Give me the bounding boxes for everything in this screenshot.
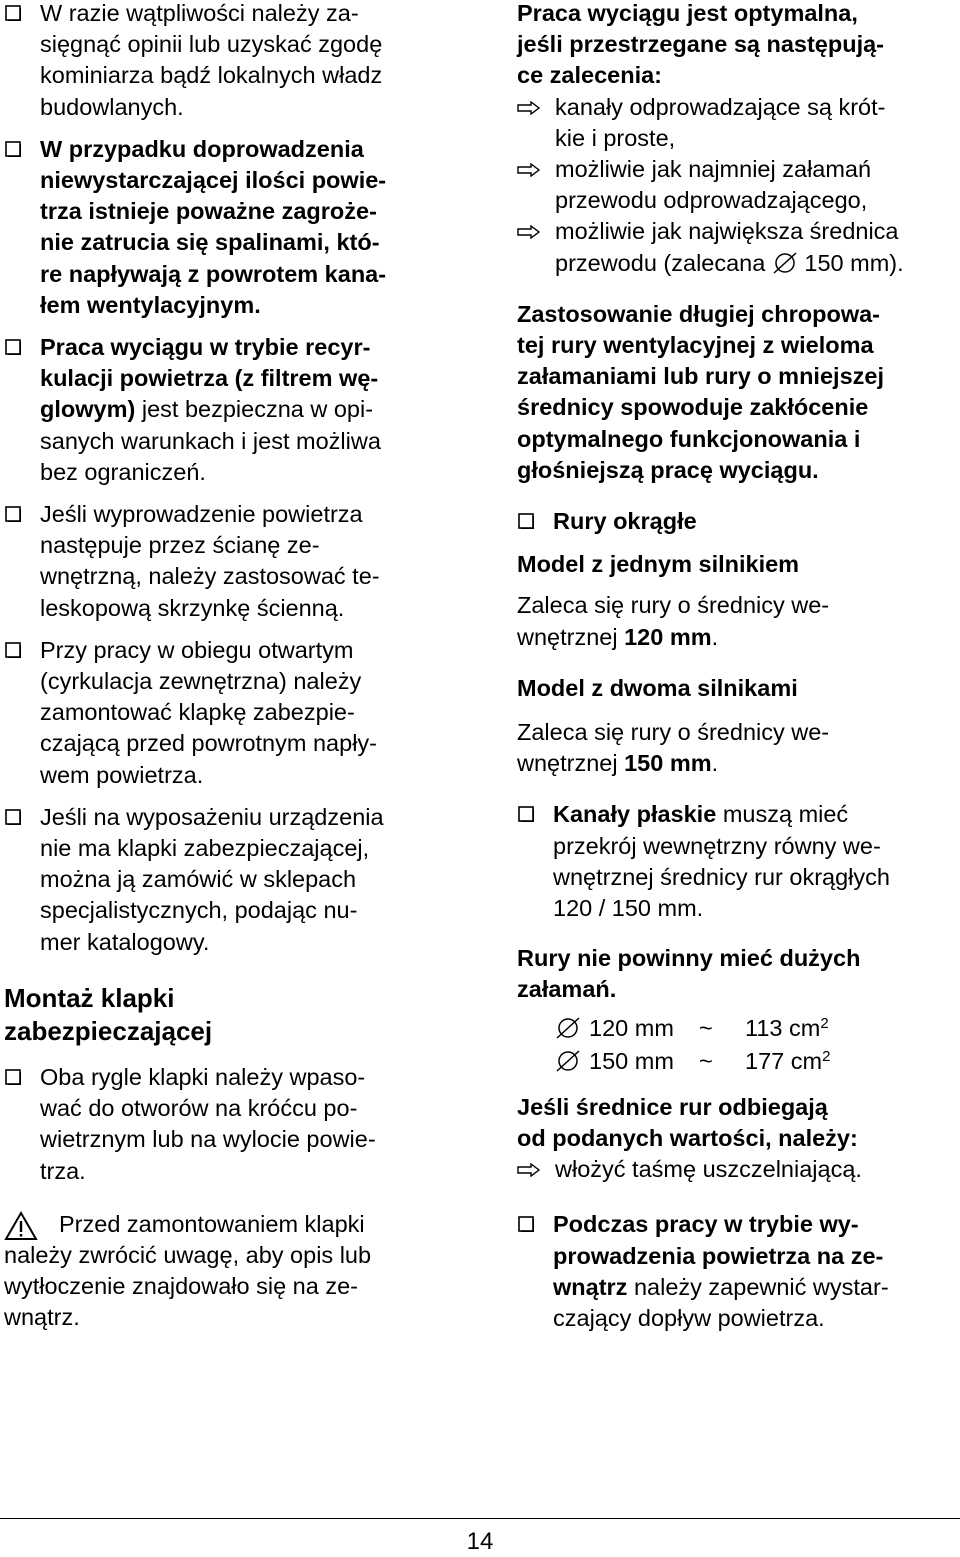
diameter-area-table	[517, 1012, 957, 1078]
diameter-icon	[772, 252, 798, 274]
list-item	[517, 1209, 957, 1334]
table-row	[517, 1045, 957, 1078]
list-item	[4, 1062, 442, 1187]
diff-note: Jeśli średnice rur odbiegają od podanych wartości, należy:	[517, 1093, 858, 1151]
left-column	[4, 0, 442, 1334]
footer-divider	[0, 1518, 960, 1519]
warning-text: Przed zamontowaniem klapki należy zwrócić uwagę, aby opis lub wytłoczenie znajdowało się na ze- wnątrz.	[4, 1210, 372, 1331]
approx-sign: ~	[699, 1014, 713, 1041]
checkbox-bullet-icon	[5, 5, 21, 21]
hollow-arrow-icon	[517, 101, 541, 115]
arrow-list-item	[517, 1154, 957, 1185]
section-heading: Montaż klapki zabezpieczającej	[4, 982, 213, 1046]
area-value: 177 $cm^2$	[745, 1047, 831, 1074]
arrow-list-text: włożyć taśmę uszczelniającą.	[555, 1156, 862, 1183]
checkbox-bullet-icon	[5, 506, 21, 522]
intro-text: Praca wyciągu jest optymalna, jeśli przestrzegane są następują- ce zalecenia:	[517, 0, 885, 89]
hollow-arrow-icon	[517, 1163, 541, 1177]
list-item	[517, 799, 957, 924]
diameter-icon	[555, 1017, 581, 1039]
list-item	[517, 506, 957, 537]
diameter-value: 150 mm	[589, 1047, 674, 1074]
warning-paragraph: Zastosowanie długiej chropowa- tej rury wentylacyjnej z wieloma załamaniami lub rury o mniejszej średnicy spowoduje zakłócenie optymalnego funkcjonowania i głośniejszą pracę wyciągu.	[517, 300, 884, 483]
warning-note	[4, 1209, 442, 1334]
list-item	[4, 332, 442, 488]
hollow-arrow-icon	[517, 225, 541, 239]
checkbox-bullet-icon	[5, 1069, 21, 1085]
list-item	[4, 134, 442, 321]
page-number: 14	[466, 1528, 494, 1555]
bends-note: Rury nie powinny mieć dużych załamań.	[517, 945, 861, 1003]
list-item-text: Przy pracy w obiegu otwartym (cyrkulacja zewnętrzna) należy zamontować klapkę zabezpie- czającą przed powrotnym napły- wem powietrza.	[40, 636, 377, 788]
arrow-list-item	[517, 92, 957, 154]
arrow-list-item	[517, 216, 957, 278]
model1-heading: Model z jednym silnikiem	[517, 551, 800, 578]
checkbox-bullet-icon	[518, 513, 534, 529]
warning-triangle-icon	[4, 1211, 38, 1241]
arrow-list-text: kanały odprowadzające są krót- kie i proste,	[555, 93, 886, 151]
checkbox-bullet-icon	[518, 1216, 534, 1232]
list-item-text: Rury okrągłe	[553, 508, 697, 535]
list-item	[4, 0, 442, 123]
arrow-list-text: możliwie jak największa średnica przewodu (zalecana 150 mm).	[555, 218, 904, 276]
diameter-icon	[555, 1050, 581, 1072]
list-item-text: Oba rygle klapki należy wpaso- wać do otworów na króćcu po- wietrznym lub na wylocie powie- trza.	[40, 1063, 376, 1184]
list-item-text: W przypadku doprowadzenia niewystarczającej ilości powie- trza istnieje poważne zagroże- nie zatrucia się spalinami, któ- re napływają z powrotem kana- łem wentylacyjnym.	[40, 135, 387, 318]
list-item	[4, 499, 442, 624]
right-column	[517, 0, 957, 1334]
list-item-text: Praca wyciągu w trybie recyr- kulacji powietrza (z filtrem wę- glowym) jest bezpieczna w opi- sanych warunkach i jest możliwa bez ograniczeń.	[40, 334, 381, 485]
list-item-text: Kanały płaskie muszą mieć przekrój wewnętrzny równy we- wnętrznej średnicy rur okrągłych 120 / 150 mm.	[553, 801, 890, 922]
checkbox-bullet-icon	[5, 141, 21, 157]
list-item	[4, 802, 442, 958]
diameter-value: 120 mm	[589, 1014, 674, 1041]
hollow-arrow-icon	[517, 163, 541, 177]
table-row	[517, 1012, 957, 1045]
checkbox-bullet-icon	[5, 642, 21, 658]
list-item-text: W razie wątpliwości należy za- sięgnąć opinii lub uzyskać zgodę kominiarza bądź lokalnych władz budowlanych.	[40, 0, 383, 120]
approx-sign: ~	[699, 1047, 713, 1074]
list-item	[4, 635, 442, 791]
arrow-list-text: możliwie jak najmniej załamań przewodu odprowadzającego,	[555, 156, 872, 214]
model1-text: Zaleca się rury o średnicy we- wnętrznej 120 mm.	[517, 592, 830, 650]
list-item-text: Jeśli wyprowadzenie powietrza następuje przez ścianę ze- wnętrzną, należy zastosować te- leskopową skrzynkę ścienną.	[40, 501, 380, 621]
list-item-text: Podczas pracy w trybie wy- prowadzenia powietrza na ze- wnątrz należy zapewnić wystar- czający dopływ powietrza.	[553, 1211, 889, 1331]
model2-text: Zaleca się rury o średnicy we- wnętrznej 150 mm.	[517, 719, 830, 777]
area-value: 113 $cm^2$	[745, 1014, 829, 1041]
checkbox-bullet-icon	[5, 809, 21, 825]
arrow-list-item	[517, 154, 957, 216]
checkbox-bullet-icon	[5, 339, 21, 355]
model2-heading: Model z dwoma silnikami	[517, 674, 798, 701]
list-item-text: Jeśli na wyposażeniu urządzenia nie ma klapki zabezpieczającej, można ją zamówić w sklepach specjalistycznych, podając nu- mer katalogowy.	[40, 803, 384, 955]
checkbox-bullet-icon	[518, 806, 534, 822]
